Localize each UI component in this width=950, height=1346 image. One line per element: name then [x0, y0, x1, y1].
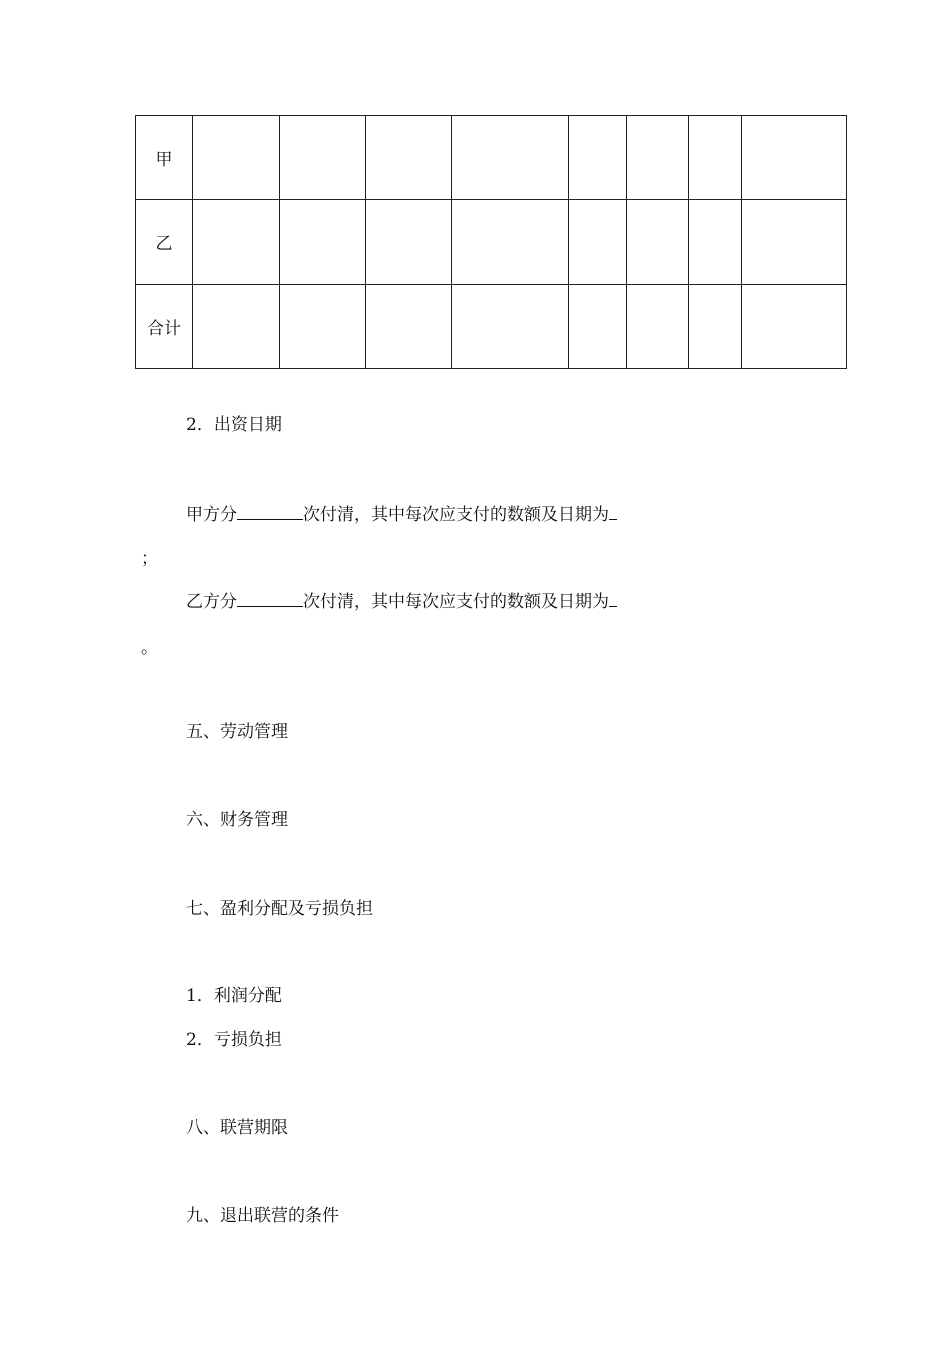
table-cell — [280, 284, 366, 368]
table-cell — [689, 116, 742, 200]
table-cell — [280, 200, 366, 284]
party-a-installments-blank — [237, 503, 303, 520]
party-b-payment-line — [186, 590, 617, 613]
table-cell — [280, 116, 366, 200]
heading-financial-management: 六、财务管理 — [186, 810, 288, 830]
table-cell — [366, 116, 452, 200]
heading-profit-loss: 七、盈利分配及亏损负担 — [186, 899, 373, 919]
heading-labor-management: 五、劳动管理 — [186, 722, 288, 742]
subheading-loss-bearing: 2．亏损负担 — [186, 1030, 282, 1050]
heading-contribution-date: 2．出资日期 — [186, 415, 282, 435]
table-cell — [627, 284, 689, 368]
table-row — [136, 200, 847, 284]
table-cell — [742, 284, 847, 368]
table-cell — [193, 116, 280, 200]
table-row — [136, 116, 847, 200]
table-cell — [742, 116, 847, 200]
table-cell — [689, 200, 742, 284]
table-cell — [627, 200, 689, 284]
row-label-jia: 甲 — [136, 116, 193, 200]
party-b-prefix: 乙方分 — [186, 592, 237, 612]
party-a-line-end: ； — [141, 549, 158, 569]
subheading-profit-distribution: 1．利润分配 — [186, 986, 282, 1006]
table-cell — [689, 284, 742, 368]
table-cell — [366, 200, 452, 284]
table-cell — [452, 200, 569, 284]
table-cell — [193, 284, 280, 368]
table-cell — [627, 116, 689, 200]
contribution-table — [135, 115, 847, 369]
table-cell — [569, 200, 627, 284]
party-a-suffix: 次付清，其中每次应支付的数额及日期为 — [303, 505, 609, 525]
table-cell — [569, 116, 627, 200]
party-a-payment-line — [186, 503, 617, 526]
table-cell — [452, 284, 569, 368]
row-label-total: 合计 — [136, 284, 193, 368]
table-cell — [742, 200, 847, 284]
table-row — [136, 284, 847, 368]
party-a-amount-blank — [609, 503, 617, 520]
table-cell — [452, 116, 569, 200]
party-b-line-end: 。 — [141, 638, 158, 658]
heading-exit-conditions: 九、退出联营的条件 — [186, 1206, 339, 1226]
table-cell — [193, 200, 280, 284]
party-b-suffix: 次付清，其中每次应支付的数额及日期为 — [303, 592, 609, 612]
row-label-yi: 乙 — [136, 200, 193, 284]
party-a-prefix: 甲方分 — [186, 505, 237, 525]
party-b-amount-blank — [609, 590, 617, 607]
table-cell — [366, 284, 452, 368]
heading-joint-venture-term: 八、联营期限 — [186, 1118, 288, 1138]
table-cell — [569, 284, 627, 368]
party-b-installments-blank — [237, 590, 303, 607]
